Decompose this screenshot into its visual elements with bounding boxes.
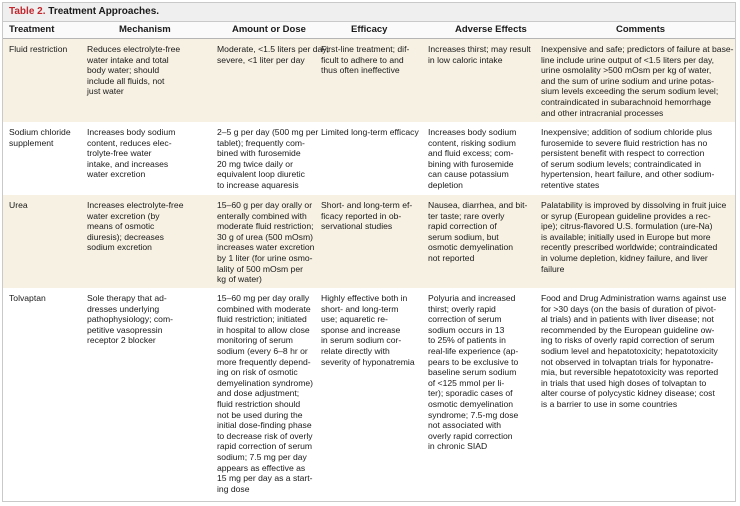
cell-line: Increases body sodium <box>87 127 176 137</box>
cell-line: of serum sodium levels; contraindicated in <box>541 158 702 169</box>
cell-line: content, risking sodium <box>428 137 516 148</box>
cell-line: relate directly with <box>321 345 390 356</box>
cell-line: initial dose-finding phase <box>217 420 312 431</box>
cell-line: 30 g of urea (500 mOsm) <box>217 231 314 242</box>
cell-treatment <box>9 293 81 304</box>
cell-line: include all fluids, not <box>87 75 165 86</box>
cell-line: diuresis); decreases <box>87 231 164 242</box>
cell-line: kg of water) <box>217 274 262 285</box>
cell-line: First-line treatment; dif- <box>321 44 410 54</box>
cell-line: ing on risk of osmotic <box>217 367 298 378</box>
cell-line: fluid restriction; initiated <box>217 314 307 325</box>
cell-line: sodium occurs in 13 <box>428 324 505 335</box>
cell-line: by 1 liter (for urine osmo- <box>217 252 313 263</box>
table-header-row <box>3 22 735 39</box>
cell-line: and dose adjustment; <box>217 388 300 399</box>
cell-efficacy <box>321 44 417 76</box>
table-row <box>3 288 735 501</box>
cell-line: can cause potassium <box>428 169 509 180</box>
cell-line: contraindicated in subarachnoid hemorrhage <box>541 96 712 107</box>
cell-line: water excretion <box>87 169 146 180</box>
cell-line: pathophysiology; com- <box>87 314 173 325</box>
cell-line: 15–60 mg per day orally <box>217 293 310 303</box>
cell-line: depletion <box>428 179 463 190</box>
header-efficacy: Efficacy <box>351 24 388 35</box>
cell-line: Moderate, <1.5 liters per day; <box>217 44 330 54</box>
header-adverse-effects: Adverse Effects <box>455 24 527 35</box>
cell-line: to increase aquaresis <box>217 179 299 190</box>
cell-line: ter); sporadic cases of <box>428 388 513 399</box>
cell-line: in trials that used high doses of tolvaptan to <box>541 377 707 388</box>
cell-line: Nausea, diarrhea, and bit- <box>428 200 528 210</box>
cell-line: not observed in tolvaptan trials for hyponatre- <box>541 356 714 367</box>
cell-line: rapid correction of <box>428 221 497 232</box>
cell-line: overly rapid correction <box>428 430 513 441</box>
cell-line: Inexpensive and safe; predictors of failure at base- <box>541 44 734 54</box>
cell-treatment <box>9 44 81 55</box>
cell-line: Sole therapy that ad- <box>87 293 167 303</box>
cell-line: osmotic demyelination <box>428 242 514 253</box>
table-row <box>3 122 735 195</box>
cell-line: body water; should <box>87 65 160 76</box>
cell-line: more frequently depend- <box>217 356 311 367</box>
cell-line: lality of 500 mOsm per <box>217 263 303 274</box>
cell-efficacy <box>321 293 417 367</box>
cell-line: in volume depletion, kidney failure, and liver <box>541 252 708 263</box>
cell-line: Limited long-term efficacy <box>321 127 419 137</box>
cell-comments <box>541 200 731 274</box>
cell-line: not associated with <box>428 420 502 431</box>
cell-line: alter course of polycystic kidney disease; cost <box>541 388 715 399</box>
table-caption-title: Treatment Approaches. <box>48 6 160 17</box>
cell-line: thirst; overly rapid <box>428 303 496 314</box>
cell-line: supplement <box>9 137 54 148</box>
cell-mechanism <box>87 200 212 253</box>
cell-line: is a barrier to use in some countries <box>541 398 678 409</box>
cell-line: and fluid excess; com- <box>428 148 514 159</box>
cell-line: Urea <box>9 200 28 210</box>
cell-adverse-effects <box>428 200 536 264</box>
cell-dose <box>217 127 317 191</box>
cell-line: receptor 2 blocker <box>87 335 156 346</box>
cell-line: Polyuria and increased <box>428 293 516 303</box>
header-comments: Comments <box>616 24 666 35</box>
cell-line: recommended by the European guideline ow- <box>541 324 715 335</box>
cell-line: failure <box>541 263 565 274</box>
cell-line: Increases electrolyte-free <box>87 200 184 210</box>
cell-line: 15–60 g per day orally or <box>217 200 313 210</box>
cell-line: trolyte-free water <box>87 148 152 159</box>
cell-line: tablet); frequently com- <box>217 137 305 148</box>
cell-adverse-effects <box>428 293 536 452</box>
cell-line: sodium (every 6–8 hr or <box>217 345 308 356</box>
cell-line: is available; initially used in Europe but more <box>541 231 711 242</box>
table-caption <box>3 3 735 22</box>
cell-line: sodium level and hepatotoxicity; hepatotoxicity <box>541 345 718 356</box>
cell-line: real-life experience (ap- <box>428 345 519 356</box>
cell-line: water excretion (by <box>87 210 160 221</box>
cell-line: bining with furosemide <box>428 158 514 169</box>
cell-line: not be used during the <box>217 409 303 420</box>
cell-line: sium levels exceeding the serum sodium level; <box>541 86 719 97</box>
cell-line: in chronic SIAD <box>428 441 488 452</box>
cell-line: appears as effective as <box>217 462 306 473</box>
cell-line: furosemide to severe fluid restriction has no <box>541 137 708 148</box>
cell-line: severe, <1 liter per day <box>217 54 305 65</box>
cell-line: ing to risks of overly rapid correction of serum <box>541 335 715 346</box>
cell-comments <box>541 127 731 191</box>
cell-line: 15 mg per day as a start- <box>217 473 313 484</box>
cell-line: Highly effective both in <box>321 293 408 303</box>
header-mechanism: Mechanism <box>119 24 171 35</box>
cell-line: Food and Drug Administration warns against use <box>541 293 727 303</box>
cell-line: sodium; 7.5 mg per day <box>217 451 307 462</box>
cell-line: ipe); citrus-flavored U.S. formulation (ure-Na) <box>541 221 713 232</box>
cell-line: in serum sodium cor- <box>321 335 402 346</box>
cell-line: fluid restriction should <box>217 398 301 409</box>
cell-line: means of osmotic <box>87 221 155 232</box>
cell-line: combined with moderate <box>217 303 311 314</box>
cell-line: water intake and total <box>87 54 169 65</box>
cell-line: Palatability is improved by dissolving in fruit juice <box>541 200 727 210</box>
cell-line: retentive states <box>541 179 600 190</box>
cell-treatment <box>9 127 81 148</box>
cell-line: Increases body sodium <box>428 127 517 137</box>
cell-line: equivalent loop diuretic <box>217 169 305 180</box>
cell-line: servational studies <box>321 221 393 232</box>
cell-line: sodium excretion <box>87 242 152 253</box>
cell-line: dresses underlying <box>87 303 160 314</box>
cell-line: Short- and long-term ef- <box>321 200 413 210</box>
cell-line: recently prescribed worldwide; contraindicated <box>541 242 718 253</box>
cell-line: to decrease risk of overly <box>217 430 313 441</box>
cell-line: persistent benefit with respect to correction <box>541 148 705 159</box>
cell-line: al trials) and in patients with liver disease; not <box>541 314 714 325</box>
cell-line: line include urine output of <1.5 liters per day, <box>541 54 715 65</box>
cell-line: Inexpensive; addition of sodium chloride plus <box>541 127 713 137</box>
cell-line: urine osmolality >500 mOsm per kg of water, <box>541 65 712 76</box>
cell-line: for >30 days (on the basis of duration of pivot- <box>541 303 717 314</box>
cell-line: content, reduces elec- <box>87 137 172 148</box>
cell-line: petitive vasopressin <box>87 324 163 335</box>
cell-line: ficacy reported in ob- <box>321 210 402 221</box>
header-treatment: Treatment <box>9 24 55 35</box>
cell-line: 2–5 g per day (500 mg per <box>217 127 319 137</box>
cell-line: to 25% of patients in <box>428 335 506 346</box>
cell-line: use; aquaretic re- <box>321 314 388 325</box>
cell-line: thus often ineffective <box>321 65 400 76</box>
cell-line: Fluid restriction <box>9 44 68 54</box>
cell-line: bined with furosemide <box>217 148 301 159</box>
cell-line: not reported <box>428 252 475 263</box>
cell-comments <box>541 44 734 118</box>
cell-line: ter taste; rare overly <box>428 210 505 221</box>
cell-line: intake, and increases <box>87 158 169 169</box>
cell-mechanism <box>87 127 212 180</box>
cell-mechanism <box>87 293 212 346</box>
cell-line: demyelination syndrome) <box>217 377 314 388</box>
cell-comments <box>541 293 731 410</box>
cell-line: correction of serum <box>428 314 502 325</box>
header-amount-or-dose: Amount or Dose <box>232 24 306 35</box>
table-frame <box>2 2 736 502</box>
cell-line: and the sum of urine sodium and urine potas- <box>541 75 714 86</box>
cell-line: pears to be exclusive to <box>428 356 519 367</box>
cell-line: or syrup (European guideline provides a rec- <box>541 210 711 221</box>
cell-line: severity of hyponatremia <box>321 356 415 367</box>
cell-line: osmotic demyelination <box>428 398 514 409</box>
cell-dose <box>217 293 317 494</box>
cell-line: Tolvaptan <box>9 293 46 303</box>
cell-adverse-effects <box>428 127 536 191</box>
cell-adverse-effects <box>428 44 536 65</box>
cell-line: baseline serum sodium <box>428 367 517 378</box>
cell-dose <box>217 200 317 285</box>
cell-line: 20 mg twice daily or <box>217 158 293 169</box>
cell-line: in low caloric intake <box>428 54 503 65</box>
cell-line: Sodium chloride <box>9 127 71 137</box>
cell-line: ing dose <box>217 483 250 494</box>
cell-line: and other intracranial processes <box>541 107 664 118</box>
cell-line: mia, but reversible hepatotoxicity was reported <box>541 367 719 378</box>
cell-line: monitoring of serum <box>217 335 293 346</box>
cell-line: enterally combined with <box>217 210 307 221</box>
cell-line: increases water excretion <box>217 242 315 253</box>
table-row <box>3 39 735 122</box>
cell-mechanism <box>87 44 212 97</box>
cell-line: sponse and increase <box>321 324 401 335</box>
cell-line: just water <box>87 86 124 97</box>
cell-line: in hospital to allow close <box>217 324 310 335</box>
cell-line: syndrome; 7.5-mg dose <box>428 409 519 420</box>
cell-dose <box>217 44 330 65</box>
cell-efficacy <box>321 200 417 232</box>
cell-efficacy <box>321 127 417 138</box>
cell-line: hypertension, heart failure, and other sodium- <box>541 169 715 180</box>
cell-line: of <125 mmol per li- <box>428 377 505 388</box>
table-row <box>3 195 735 288</box>
cell-treatment <box>9 200 81 211</box>
cell-line: Increases thirst; may result <box>428 44 531 54</box>
cell-line: moderate fluid restriction; <box>217 221 314 232</box>
table-caption-label: Table 2. <box>9 6 46 17</box>
cell-line: ficult to adhere to and <box>321 54 404 65</box>
cell-line: serum sodium, but <box>428 231 499 242</box>
cell-line: short- and long-term <box>321 303 399 314</box>
cell-line: Reduces electrolyte-free <box>87 44 181 54</box>
cell-line: rapid correction of serum <box>217 441 313 452</box>
